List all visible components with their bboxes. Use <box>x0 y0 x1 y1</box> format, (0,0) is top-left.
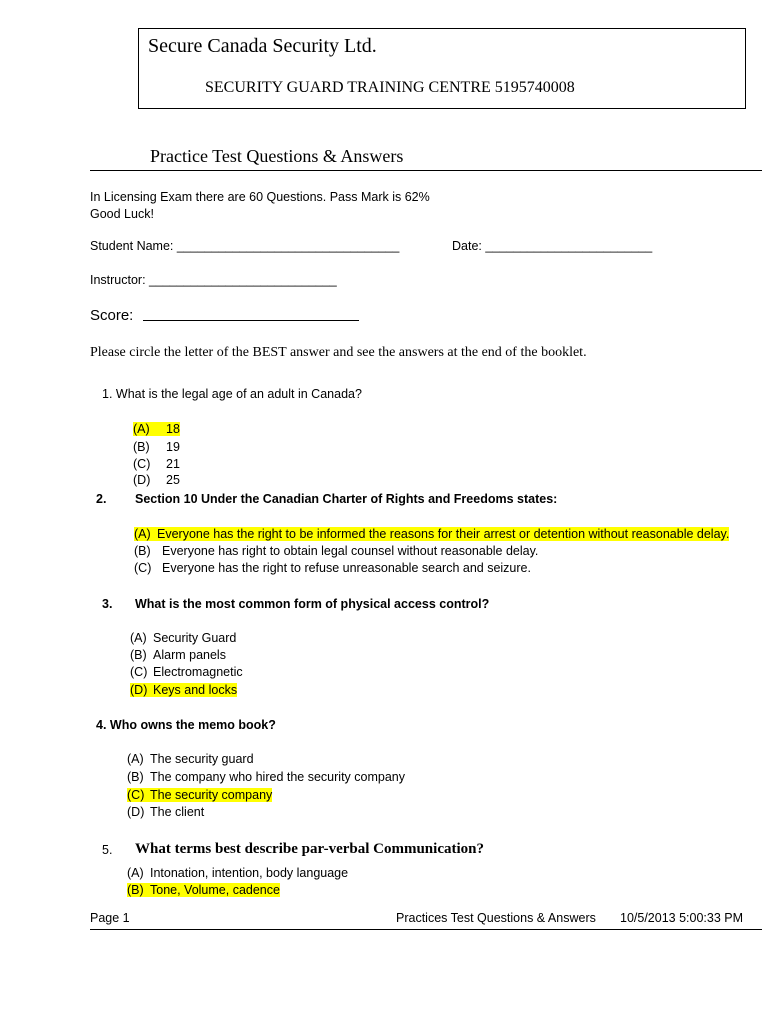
option-text: Security Guard <box>153 631 237 645</box>
option-text: Tone, Volume, cadence <box>150 883 280 897</box>
q3-option-a <box>130 631 236 645</box>
option-letter: (B) <box>134 544 151 558</box>
question-2-text: Section 10 Under the Canadian Charter of Rights and Freedoms states: <box>135 492 558 506</box>
option-text: Intonation, intention, body language <box>150 866 349 880</box>
option-text: Alarm panels <box>153 648 226 662</box>
option-text: Everyone has right to obtain legal counsel without reasonable delay. <box>162 544 539 558</box>
intro-line-1: In Licensing Exam there are 60 Questions. Pass Mark is 62% <box>90 190 430 204</box>
option-letter: (D) <box>127 805 145 819</box>
footer-doc-title: Practices Test Questions & Answers <box>396 911 596 925</box>
option-letter: (B) <box>127 770 144 784</box>
question-3-number: 3. <box>102 597 113 611</box>
q3-option-b <box>130 648 226 662</box>
q2-option-a <box>134 527 729 541</box>
footer-page: Page 1 <box>90 911 130 925</box>
page-title: Practice Test Questions & Answers <box>150 146 404 166</box>
title-rule <box>90 170 762 171</box>
q2-option-c <box>134 561 531 575</box>
q1-option-a <box>133 422 180 436</box>
option-letter: (A) <box>127 866 144 880</box>
option-text: Everyone has the right to refuse unreasonable search and seizure. <box>162 561 531 575</box>
option-text: 18 <box>166 422 180 436</box>
q5-option-b <box>127 883 280 897</box>
option-text: Keys and locks <box>153 683 238 697</box>
score-label: Score: <box>90 307 134 324</box>
option-letter: (A) <box>130 631 147 645</box>
option-text: The client <box>150 805 205 819</box>
header-box <box>138 28 746 109</box>
option-letter: (B) <box>133 440 150 454</box>
question-4 <box>96 718 276 732</box>
score-underline <box>143 320 359 321</box>
intro-line-2: Good Luck! <box>90 207 154 221</box>
q4-option-d <box>127 805 204 819</box>
question-3-text: What is the most common form of physical access control? <box>135 597 490 611</box>
option-letter: (D) <box>130 683 148 697</box>
option-text: 19 <box>166 440 180 454</box>
company-name: Secure Canada Security Ltd. <box>148 35 377 57</box>
option-letter: (A) <box>134 527 151 541</box>
option-letter: (C) <box>130 665 148 679</box>
question-4-number: 4. <box>96 718 107 732</box>
footer-rule <box>90 929 762 930</box>
option-letter: (B) <box>127 883 144 897</box>
training-centre: SECURITY GUARD TRAINING CENTRE 5195740008 <box>205 79 575 96</box>
option-text: Everyone has the right to be informed the reasons for their arrest or detention without reasonable delay. <box>157 527 730 541</box>
question-5-number: 5. <box>102 843 113 857</box>
question-1-number: 1. <box>102 387 113 401</box>
instruction-text: Please circle the letter of the BEST answer and see the answers at the end of the booklet. <box>90 345 587 360</box>
question-2-number: 2. <box>96 492 107 506</box>
q1-option-d <box>133 473 180 487</box>
instructor-field: Instructor: ___________________________ <box>90 273 337 287</box>
q5-option-a <box>127 866 348 880</box>
q1-option-c <box>133 457 180 471</box>
option-letter: (C) <box>127 788 145 802</box>
option-text: The security company <box>150 788 273 802</box>
student-name-field: Student Name: ________________________________ <box>90 239 400 253</box>
q4-option-b <box>127 770 405 784</box>
option-letter: (D) <box>133 473 151 487</box>
q4-option-c <box>127 788 272 802</box>
date-field: Date: ________________________ <box>452 239 653 253</box>
option-letter: (A) <box>133 422 150 436</box>
q1-option-b <box>133 440 180 454</box>
option-text: Electromagnetic <box>153 665 243 679</box>
q4-option-a <box>127 752 254 766</box>
question-1-text: What is the legal age of an adult in Canada? <box>115 387 362 401</box>
option-letter: (B) <box>130 648 147 662</box>
q3-option-c <box>130 665 243 679</box>
option-letter: (C) <box>134 561 152 575</box>
question-1 <box>102 387 362 401</box>
option-letter: (A) <box>127 752 144 766</box>
option-text: 25 <box>166 473 180 487</box>
q2-option-b <box>134 544 538 558</box>
footer-timestamp: 10/5/2013 5:00:33 PM <box>620 911 744 925</box>
option-text: 21 <box>166 457 180 471</box>
question-4-text: Who owns the memo book? <box>109 718 276 732</box>
question-5-text: What terms best describe par-verbal Communication? <box>135 841 484 857</box>
option-text: The company who hired the security company <box>150 770 405 784</box>
q3-option-d <box>130 683 237 697</box>
option-text: The security guard <box>150 752 254 766</box>
option-letter: (C) <box>133 457 151 471</box>
